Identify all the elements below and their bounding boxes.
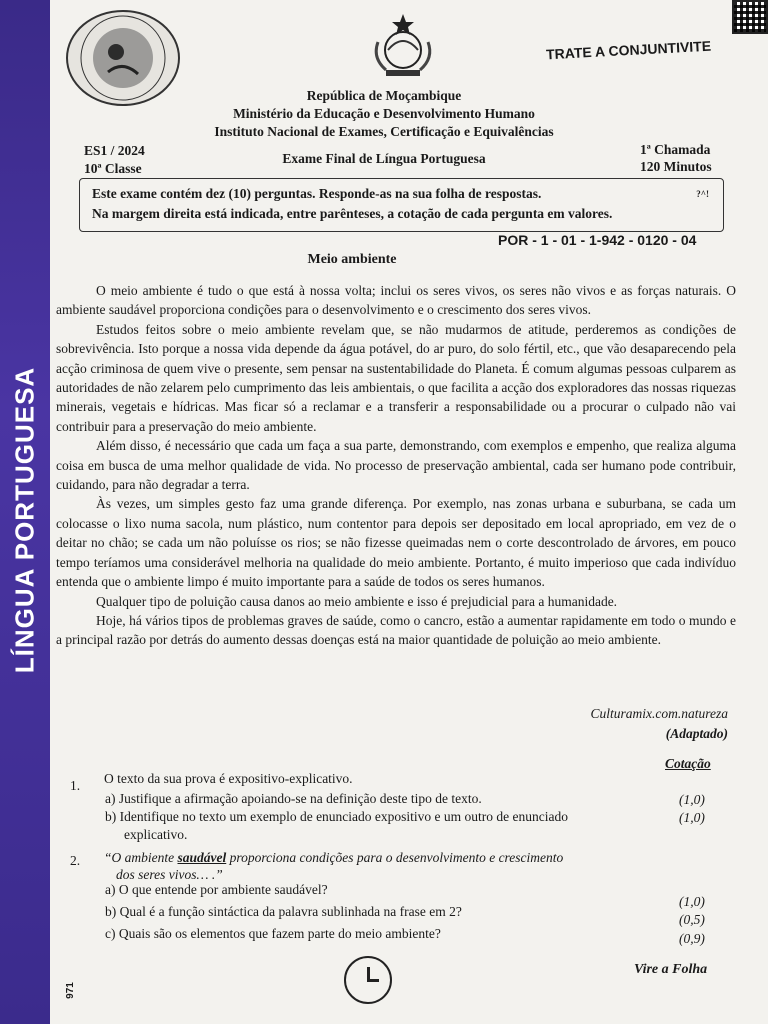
paragraph: Qualquer tipo de poluição causa danos ao meio ambiente e isso é prejudicial para a humanidade. [96, 593, 618, 609]
cotacao-header: Cotação [665, 756, 711, 771]
instructions-mark: ?^! [696, 189, 709, 199]
quote-text: proporciona condições para o desenvolvimento e crescimento [226, 850, 564, 865]
header-note: TRATE A CONJUNTIVITE [545, 37, 712, 63]
paragraph: Estudos feitos sobre o meio ambiente revelam que, se não mudarmos de atitude, perderemos as condições de sobrevivência. Isto porque a nossa vida depende da água potável, do ar puro, do solo fértil, etc., que vão desaparecendo pela acção criminosa de quem vive o presente, sem pensar na sustentabilidade do Planeta. É comum algumas pessoas culparem as autoridades de não zelarem pelo cumprimento das leis ambientais, o que facilita a acção dos exploradores das nossas riquezas minerais, vegetais e hídricas. Mas ficar só a reclamar e a transferir a responsabilidade ou a procurar o culpado não vai contribuir para a preservação do meio ambiente. [56, 321, 736, 434]
exam-code: POR - 1 - 01 - 1-942 - 0120 - 04 [498, 232, 697, 248]
instructions-line-2: Na margem direita está indicada, entre parênteses, a cotação de cada pergunta em valores. [92, 206, 613, 221]
question-item: b) Qual é a função sintáctica da palavra sublinhada na frase em 2? [105, 904, 462, 919]
page-number: 971 [64, 982, 76, 999]
national-emblem-icon [366, 12, 440, 78]
exam-title: Exame Final de Língua Portuguesa [282, 151, 486, 166]
exam-grade: 10ª Classe [84, 161, 142, 176]
question-item: b) Identifique no texto um exemplo de enunciado expositivo e um outro de enunciado [105, 809, 569, 824]
quote-text: “O ambiente [104, 850, 178, 865]
exam-call: 1ª Chamada [640, 142, 711, 157]
clock-icon [344, 956, 392, 1004]
text-title: Meio ambiente [307, 252, 397, 267]
question-item: c) Quais são os elementos que fazem parte do meio ambiente? [105, 926, 441, 941]
exam-session: ES1 / 2024 [84, 143, 145, 158]
question-number: 1. [70, 778, 81, 793]
question-score: (1,0) [679, 792, 705, 807]
underlined-word: saudável [177, 850, 227, 865]
source-adapted: (Adaptado) [665, 726, 728, 741]
paragraph: Às vezes, um simples gesto faz uma grande diferença. Por exemplo, nas zonas urbana e suburbana, se cada um colocasse o lixo numa sacola, num plástico, num contentor para depois ser depositado em local apropriado, em vez de o deitar no chão; se cada um não poluísse os rios; se não fizesse queimadas nem o corte descontrolado de árvores, em pouco tempo teríamos uma considerável melhoria na qualidade do meio ambiente. Portanto, é muito imperioso que cada indivíduo entenda que o ambiente limpo é muito importante para a saúde de todos os seres humanos. [56, 496, 736, 590]
question-quote [104, 849, 563, 867]
question-item-cont: explicativo. [124, 827, 188, 842]
paragraph: Além disso, é necessário que cada um faça a sua parte, demonstrando, com exemplos e empenho, que realiza alguma coisa em busca de uma melhor qualidade de vida. No processo de preservação ambiental, cada ser humano pode contribuir, cuidando, para não degradar a terra. [56, 438, 736, 493]
question-item: a) O que entende por ambiente saudável? [105, 882, 328, 897]
question-number: 2. [70, 853, 81, 868]
exam-duration: 120 Minutos [640, 159, 712, 174]
question-item: a) Justifique a afirmação apoiando-se na definição deste tipo de texto. [105, 791, 482, 806]
ministry-name: Ministério da Educação e Desenvolvimento Humano [233, 106, 535, 121]
text-source [591, 704, 729, 744]
reading-text [56, 281, 736, 650]
question-score: (0,5) [679, 912, 705, 927]
republic-name: República de Moçambique [306, 88, 462, 103]
instructions-line-1: Este exame contém dez (10) perguntas. Responde-as na sua folha de respostas. [92, 186, 542, 201]
question-score: (1,0) [679, 894, 705, 909]
question-score: (1,0) [679, 810, 705, 825]
qr-code-icon [732, 0, 768, 34]
subject-title: LÍNGUA PORTUGUESA [9, 366, 40, 674]
instructions-box [79, 178, 724, 232]
question-quote-cont: dos seres vivos… .” [116, 867, 223, 882]
paragraph: Hoje, há vários tipos de problemas graves de saúde, como o cancro, estão a aumentar rapidamente em todo o mundo e a principal razão por detrás do aumento dessas doenças está na maior quantidade de poluição ao meio ambiente. [56, 612, 736, 648]
institute-name: Instituto Nacional de Exames, Certificação e Equivalências [214, 124, 554, 139]
paragraph: O meio ambiente é tudo o que está à nossa volta; inclui os seres vivos, os seres não vivos e as forças naturais. O ambiente saudável proporciona condições para o desenvolvimento e o crescimento dos seres vivos. [56, 283, 736, 318]
turn-page-note: Vire a Folha [634, 962, 708, 977]
exam-meta-right [640, 141, 712, 175]
question-score: (0,9) [679, 931, 705, 946]
source-name: Culturamix.com.natureza [590, 706, 728, 721]
question-stem: O texto da sua prova é expositivo-explicativo. [104, 771, 353, 786]
